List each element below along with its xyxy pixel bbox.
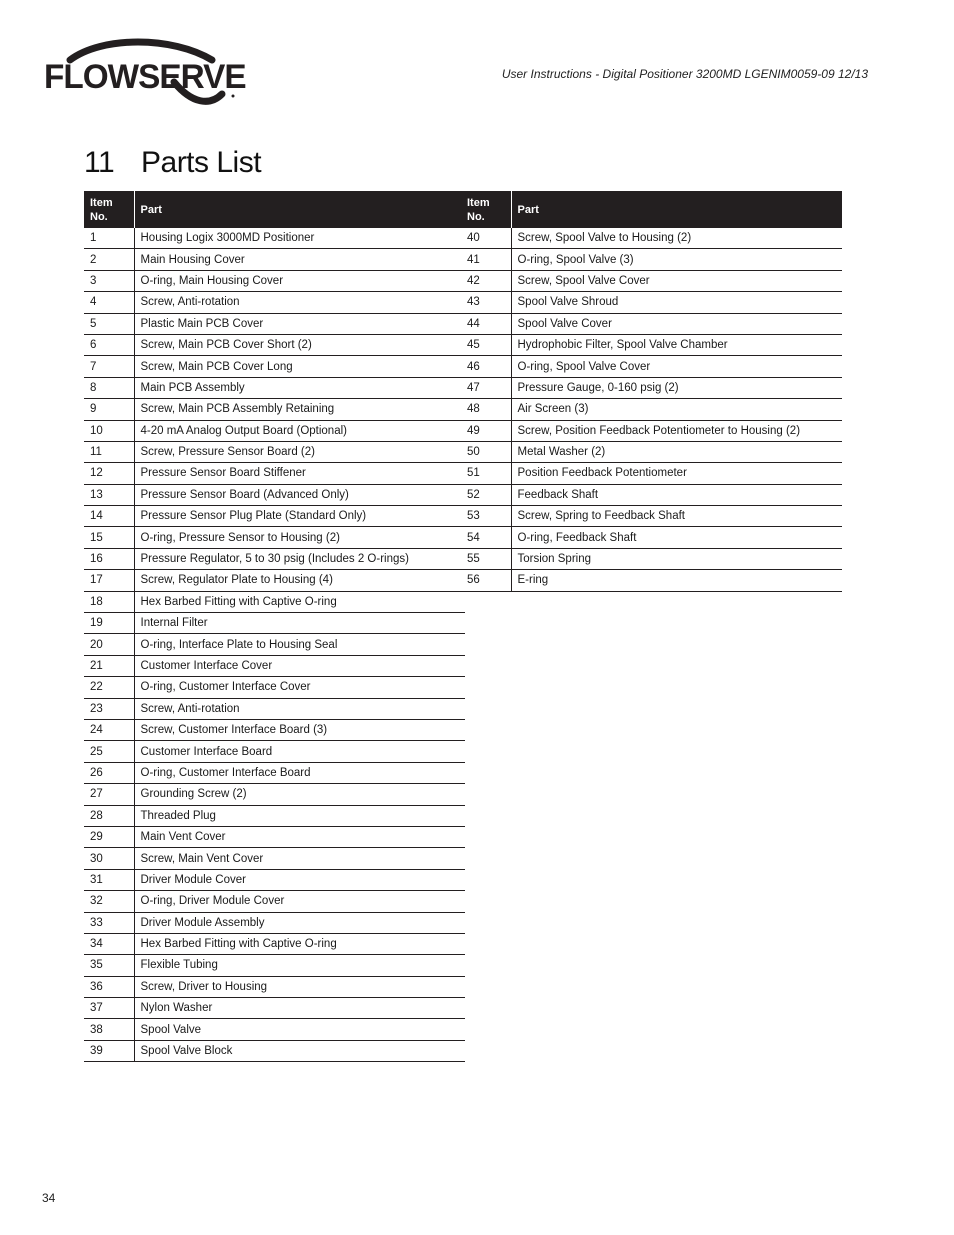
part-name-cell: Screw, Customer Interface Board (3) bbox=[134, 719, 465, 740]
item-number-cell: 55 bbox=[461, 548, 511, 569]
item-number-cell: 10 bbox=[84, 420, 134, 441]
part-name-cell: O-ring, Pressure Sensor to Housing (2) bbox=[134, 527, 465, 548]
table-row bbox=[461, 313, 842, 334]
part-name-cell: Spool Valve Shroud bbox=[511, 292, 842, 313]
parts-table-left-body bbox=[84, 228, 465, 1062]
item-number-cell: 43 bbox=[461, 292, 511, 313]
part-name-cell: Customer Interface Cover bbox=[134, 655, 465, 676]
item-number-cell: 17 bbox=[84, 570, 134, 591]
page-title bbox=[84, 146, 261, 180]
section-title-text: Parts List bbox=[141, 146, 262, 179]
item-number-cell: 11 bbox=[84, 441, 134, 462]
part-name-cell: Metal Washer (2) bbox=[511, 441, 842, 462]
part-name-cell: Hex Barbed Fitting with Captive O-ring bbox=[134, 591, 465, 612]
table-row bbox=[461, 441, 842, 462]
part-name-cell: Hydrophobic Filter, Spool Valve Chamber bbox=[511, 334, 842, 355]
item-number-cell: 3 bbox=[84, 270, 134, 291]
column-header-item-line2: No. bbox=[90, 210, 108, 223]
part-name-cell: Spool Valve Cover bbox=[511, 313, 842, 334]
table-row bbox=[84, 634, 465, 655]
item-number-cell: 31 bbox=[84, 869, 134, 890]
item-number-cell: 48 bbox=[461, 399, 511, 420]
item-number-cell: 33 bbox=[84, 912, 134, 933]
parts-table-right bbox=[461, 191, 842, 592]
part-name-cell: Main PCB Assembly bbox=[134, 377, 465, 398]
part-name-cell: Screw, Anti-rotation bbox=[134, 698, 465, 719]
part-name-cell: Flexible Tubing bbox=[134, 955, 465, 976]
part-name-cell: Screw, Regulator Plate to Housing (4) bbox=[134, 570, 465, 591]
table-row bbox=[84, 292, 465, 313]
table-row bbox=[461, 570, 842, 591]
table-row bbox=[84, 484, 465, 505]
table-row bbox=[84, 377, 465, 398]
table-row bbox=[84, 463, 465, 484]
table-row bbox=[461, 463, 842, 484]
section-number: 11 bbox=[84, 146, 115, 179]
item-number-cell: 27 bbox=[84, 784, 134, 805]
parts-table-left bbox=[84, 191, 465, 1062]
item-number-cell: 34 bbox=[84, 933, 134, 954]
table-row bbox=[84, 334, 465, 355]
part-name-cell: Screw, Main PCB Cover Short (2) bbox=[134, 334, 465, 355]
item-number-cell: 14 bbox=[84, 506, 134, 527]
table-row bbox=[461, 548, 842, 569]
table-row bbox=[461, 399, 842, 420]
item-number-cell: 23 bbox=[84, 698, 134, 719]
part-name-cell: Driver Module Cover bbox=[134, 869, 465, 890]
column-header-item-no bbox=[461, 191, 511, 228]
table-row bbox=[84, 955, 465, 976]
item-number-cell: 4 bbox=[84, 292, 134, 313]
part-name-cell: Pressure Sensor Board (Advanced Only) bbox=[134, 484, 465, 505]
part-name-cell: Main Housing Cover bbox=[134, 249, 465, 270]
table-row bbox=[84, 741, 465, 762]
flowserve-logo bbox=[42, 38, 246, 114]
part-name-cell: O-ring, Main Housing Cover bbox=[134, 270, 465, 291]
item-number-cell: 24 bbox=[84, 719, 134, 740]
part-name-cell: Screw, Main PCB Assembly Retaining bbox=[134, 399, 465, 420]
table-row bbox=[84, 270, 465, 291]
item-number-cell: 21 bbox=[84, 655, 134, 676]
item-number-cell: 22 bbox=[84, 677, 134, 698]
part-name-cell: Screw, Spool Valve Cover bbox=[511, 270, 842, 291]
part-name-cell: Pressure Regulator, 5 to 30 psig (Includes 2 O-rings) bbox=[134, 548, 465, 569]
table-row bbox=[84, 591, 465, 612]
part-name-cell: Housing Logix 3000MD Positioner bbox=[134, 228, 465, 249]
table-row bbox=[461, 506, 842, 527]
item-number-cell: 35 bbox=[84, 955, 134, 976]
item-number-cell: 36 bbox=[84, 976, 134, 997]
item-number-cell: 2 bbox=[84, 249, 134, 270]
part-name-cell: O-ring, Customer Interface Cover bbox=[134, 677, 465, 698]
part-name-cell: Screw, Pressure Sensor Board (2) bbox=[134, 441, 465, 462]
table-row bbox=[84, 933, 465, 954]
part-name-cell: Torsion Spring bbox=[511, 548, 842, 569]
item-number-cell: 44 bbox=[461, 313, 511, 334]
item-number-cell: 1 bbox=[84, 228, 134, 249]
table-row bbox=[84, 698, 465, 719]
table-row bbox=[84, 891, 465, 912]
part-name-cell: Screw, Spool Valve to Housing (2) bbox=[511, 228, 842, 249]
part-name-cell: Threaded Plug bbox=[134, 805, 465, 826]
table-row bbox=[461, 484, 842, 505]
item-number-cell: 29 bbox=[84, 826, 134, 847]
table-row bbox=[84, 762, 465, 783]
part-name-cell: Screw, Spring to Feedback Shaft bbox=[511, 506, 842, 527]
part-name-cell: Grounding Screw (2) bbox=[134, 784, 465, 805]
table-row bbox=[84, 527, 465, 548]
item-number-cell: 7 bbox=[84, 356, 134, 377]
part-name-cell: Screw, Driver to Housing bbox=[134, 976, 465, 997]
item-number-cell: 46 bbox=[461, 356, 511, 377]
item-number-cell: 28 bbox=[84, 805, 134, 826]
table-row bbox=[84, 249, 465, 270]
part-name-cell: Nylon Washer bbox=[134, 998, 465, 1019]
table-row bbox=[84, 399, 465, 420]
column-header-item-no bbox=[84, 191, 134, 228]
part-name-cell: Main Vent Cover bbox=[134, 826, 465, 847]
part-name-cell: Air Screen (3) bbox=[511, 399, 842, 420]
item-number-cell: 47 bbox=[461, 377, 511, 398]
item-number-cell: 39 bbox=[84, 1040, 134, 1061]
item-number-cell: 6 bbox=[84, 334, 134, 355]
column-header-part: Part bbox=[511, 191, 842, 228]
part-name-cell: 4-20 mA Analog Output Board (Optional) bbox=[134, 420, 465, 441]
column-header-part: Part bbox=[134, 191, 465, 228]
item-number-cell: 25 bbox=[84, 741, 134, 762]
table-row bbox=[84, 1019, 465, 1040]
table-row bbox=[84, 848, 465, 869]
item-number-cell: 15 bbox=[84, 527, 134, 548]
part-name-cell: Pressure Sensor Plug Plate (Standard Only) bbox=[134, 506, 465, 527]
table-row bbox=[84, 1040, 465, 1061]
part-name-cell: Screw, Main Vent Cover bbox=[134, 848, 465, 869]
part-name-cell: Feedback Shaft bbox=[511, 484, 842, 505]
item-number-cell: 45 bbox=[461, 334, 511, 355]
part-name-cell: Hex Barbed Fitting with Captive O-ring bbox=[134, 933, 465, 954]
table-row bbox=[84, 420, 465, 441]
table-row bbox=[84, 784, 465, 805]
part-name-cell: Spool Valve bbox=[134, 1019, 465, 1040]
table-row bbox=[84, 998, 465, 1019]
table-row bbox=[461, 228, 842, 249]
part-name-cell: Internal Filter bbox=[134, 613, 465, 634]
table-row bbox=[461, 420, 842, 441]
part-name-cell: O-ring, Spool Valve (3) bbox=[511, 249, 842, 270]
logo-wordmark: FLOWSERVE bbox=[44, 58, 246, 96]
table-row bbox=[84, 613, 465, 634]
part-name-cell: Screw, Position Feedback Potentiometer to Housing (2) bbox=[511, 420, 842, 441]
table-row bbox=[84, 441, 465, 462]
part-name-cell: O-ring, Spool Valve Cover bbox=[511, 356, 842, 377]
table-row bbox=[84, 506, 465, 527]
item-number-cell: 19 bbox=[84, 613, 134, 634]
part-name-cell: Screw, Main PCB Cover Long bbox=[134, 356, 465, 377]
table-row bbox=[84, 719, 465, 740]
table-row bbox=[84, 805, 465, 826]
table-header-row bbox=[84, 191, 465, 228]
item-number-cell: 37 bbox=[84, 998, 134, 1019]
part-name-cell: Position Feedback Potentiometer bbox=[511, 463, 842, 484]
item-number-cell: 30 bbox=[84, 848, 134, 869]
item-number-cell: 26 bbox=[84, 762, 134, 783]
column-header-item-line1: Item bbox=[467, 196, 490, 209]
item-number-cell: 12 bbox=[84, 463, 134, 484]
table-row bbox=[84, 869, 465, 890]
part-name-cell: Driver Module Assembly bbox=[134, 912, 465, 933]
part-name-cell: O-ring, Interface Plate to Housing Seal bbox=[134, 634, 465, 655]
item-number-cell: 5 bbox=[84, 313, 134, 334]
column-header-item-line2: No. bbox=[467, 210, 485, 223]
item-number-cell: 16 bbox=[84, 548, 134, 569]
table-row bbox=[84, 548, 465, 569]
table-row bbox=[461, 292, 842, 313]
part-name-cell: Pressure Sensor Board Stiffener bbox=[134, 463, 465, 484]
item-number-cell: 18 bbox=[84, 591, 134, 612]
table-row bbox=[84, 912, 465, 933]
column-header-item-line1: Item bbox=[90, 196, 113, 209]
table-row bbox=[461, 377, 842, 398]
item-number-cell: 40 bbox=[461, 228, 511, 249]
part-name-cell: E-ring bbox=[511, 570, 842, 591]
table-row bbox=[84, 976, 465, 997]
item-number-cell: 52 bbox=[461, 484, 511, 505]
part-name-cell: Pressure Gauge, 0-160 psig (2) bbox=[511, 377, 842, 398]
table-row bbox=[84, 677, 465, 698]
item-number-cell: 20 bbox=[84, 634, 134, 655]
part-name-cell: Spool Valve Block bbox=[134, 1040, 465, 1061]
part-name-cell: Screw, Anti-rotation bbox=[134, 292, 465, 313]
table-row bbox=[461, 270, 842, 291]
item-number-cell: 38 bbox=[84, 1019, 134, 1040]
parts-table-right-body bbox=[461, 228, 842, 591]
table-row bbox=[461, 527, 842, 548]
part-name-cell: O-ring, Driver Module Cover bbox=[134, 891, 465, 912]
table-row bbox=[84, 313, 465, 334]
part-name-cell: Plastic Main PCB Cover bbox=[134, 313, 465, 334]
table-row bbox=[461, 334, 842, 355]
part-name-cell: Customer Interface Board bbox=[134, 741, 465, 762]
table-row bbox=[461, 356, 842, 377]
table-row bbox=[84, 570, 465, 591]
item-number-cell: 51 bbox=[461, 463, 511, 484]
document-reference: User Instructions - Digital Positioner 3200MD LGENIM0059-09 12/13 bbox=[501, 67, 868, 81]
item-number-cell: 13 bbox=[84, 484, 134, 505]
item-number-cell: 50 bbox=[461, 441, 511, 462]
item-number-cell: 49 bbox=[461, 420, 511, 441]
table-row bbox=[84, 826, 465, 847]
item-number-cell: 42 bbox=[461, 270, 511, 291]
item-number-cell: 56 bbox=[461, 570, 511, 591]
item-number-cell: 8 bbox=[84, 377, 134, 398]
part-name-cell: O-ring, Feedback Shaft bbox=[511, 527, 842, 548]
item-number-cell: 9 bbox=[84, 399, 134, 420]
item-number-cell: 53 bbox=[461, 506, 511, 527]
table-row bbox=[84, 356, 465, 377]
item-number-cell: 32 bbox=[84, 891, 134, 912]
part-name-cell: O-ring, Customer Interface Board bbox=[134, 762, 465, 783]
page-number: 34 bbox=[42, 1191, 56, 1205]
table-row bbox=[461, 249, 842, 270]
item-number-cell: 41 bbox=[461, 249, 511, 270]
table-row bbox=[84, 228, 465, 249]
item-number-cell: 54 bbox=[461, 527, 511, 548]
table-header-row bbox=[461, 191, 842, 228]
table-row bbox=[84, 655, 465, 676]
